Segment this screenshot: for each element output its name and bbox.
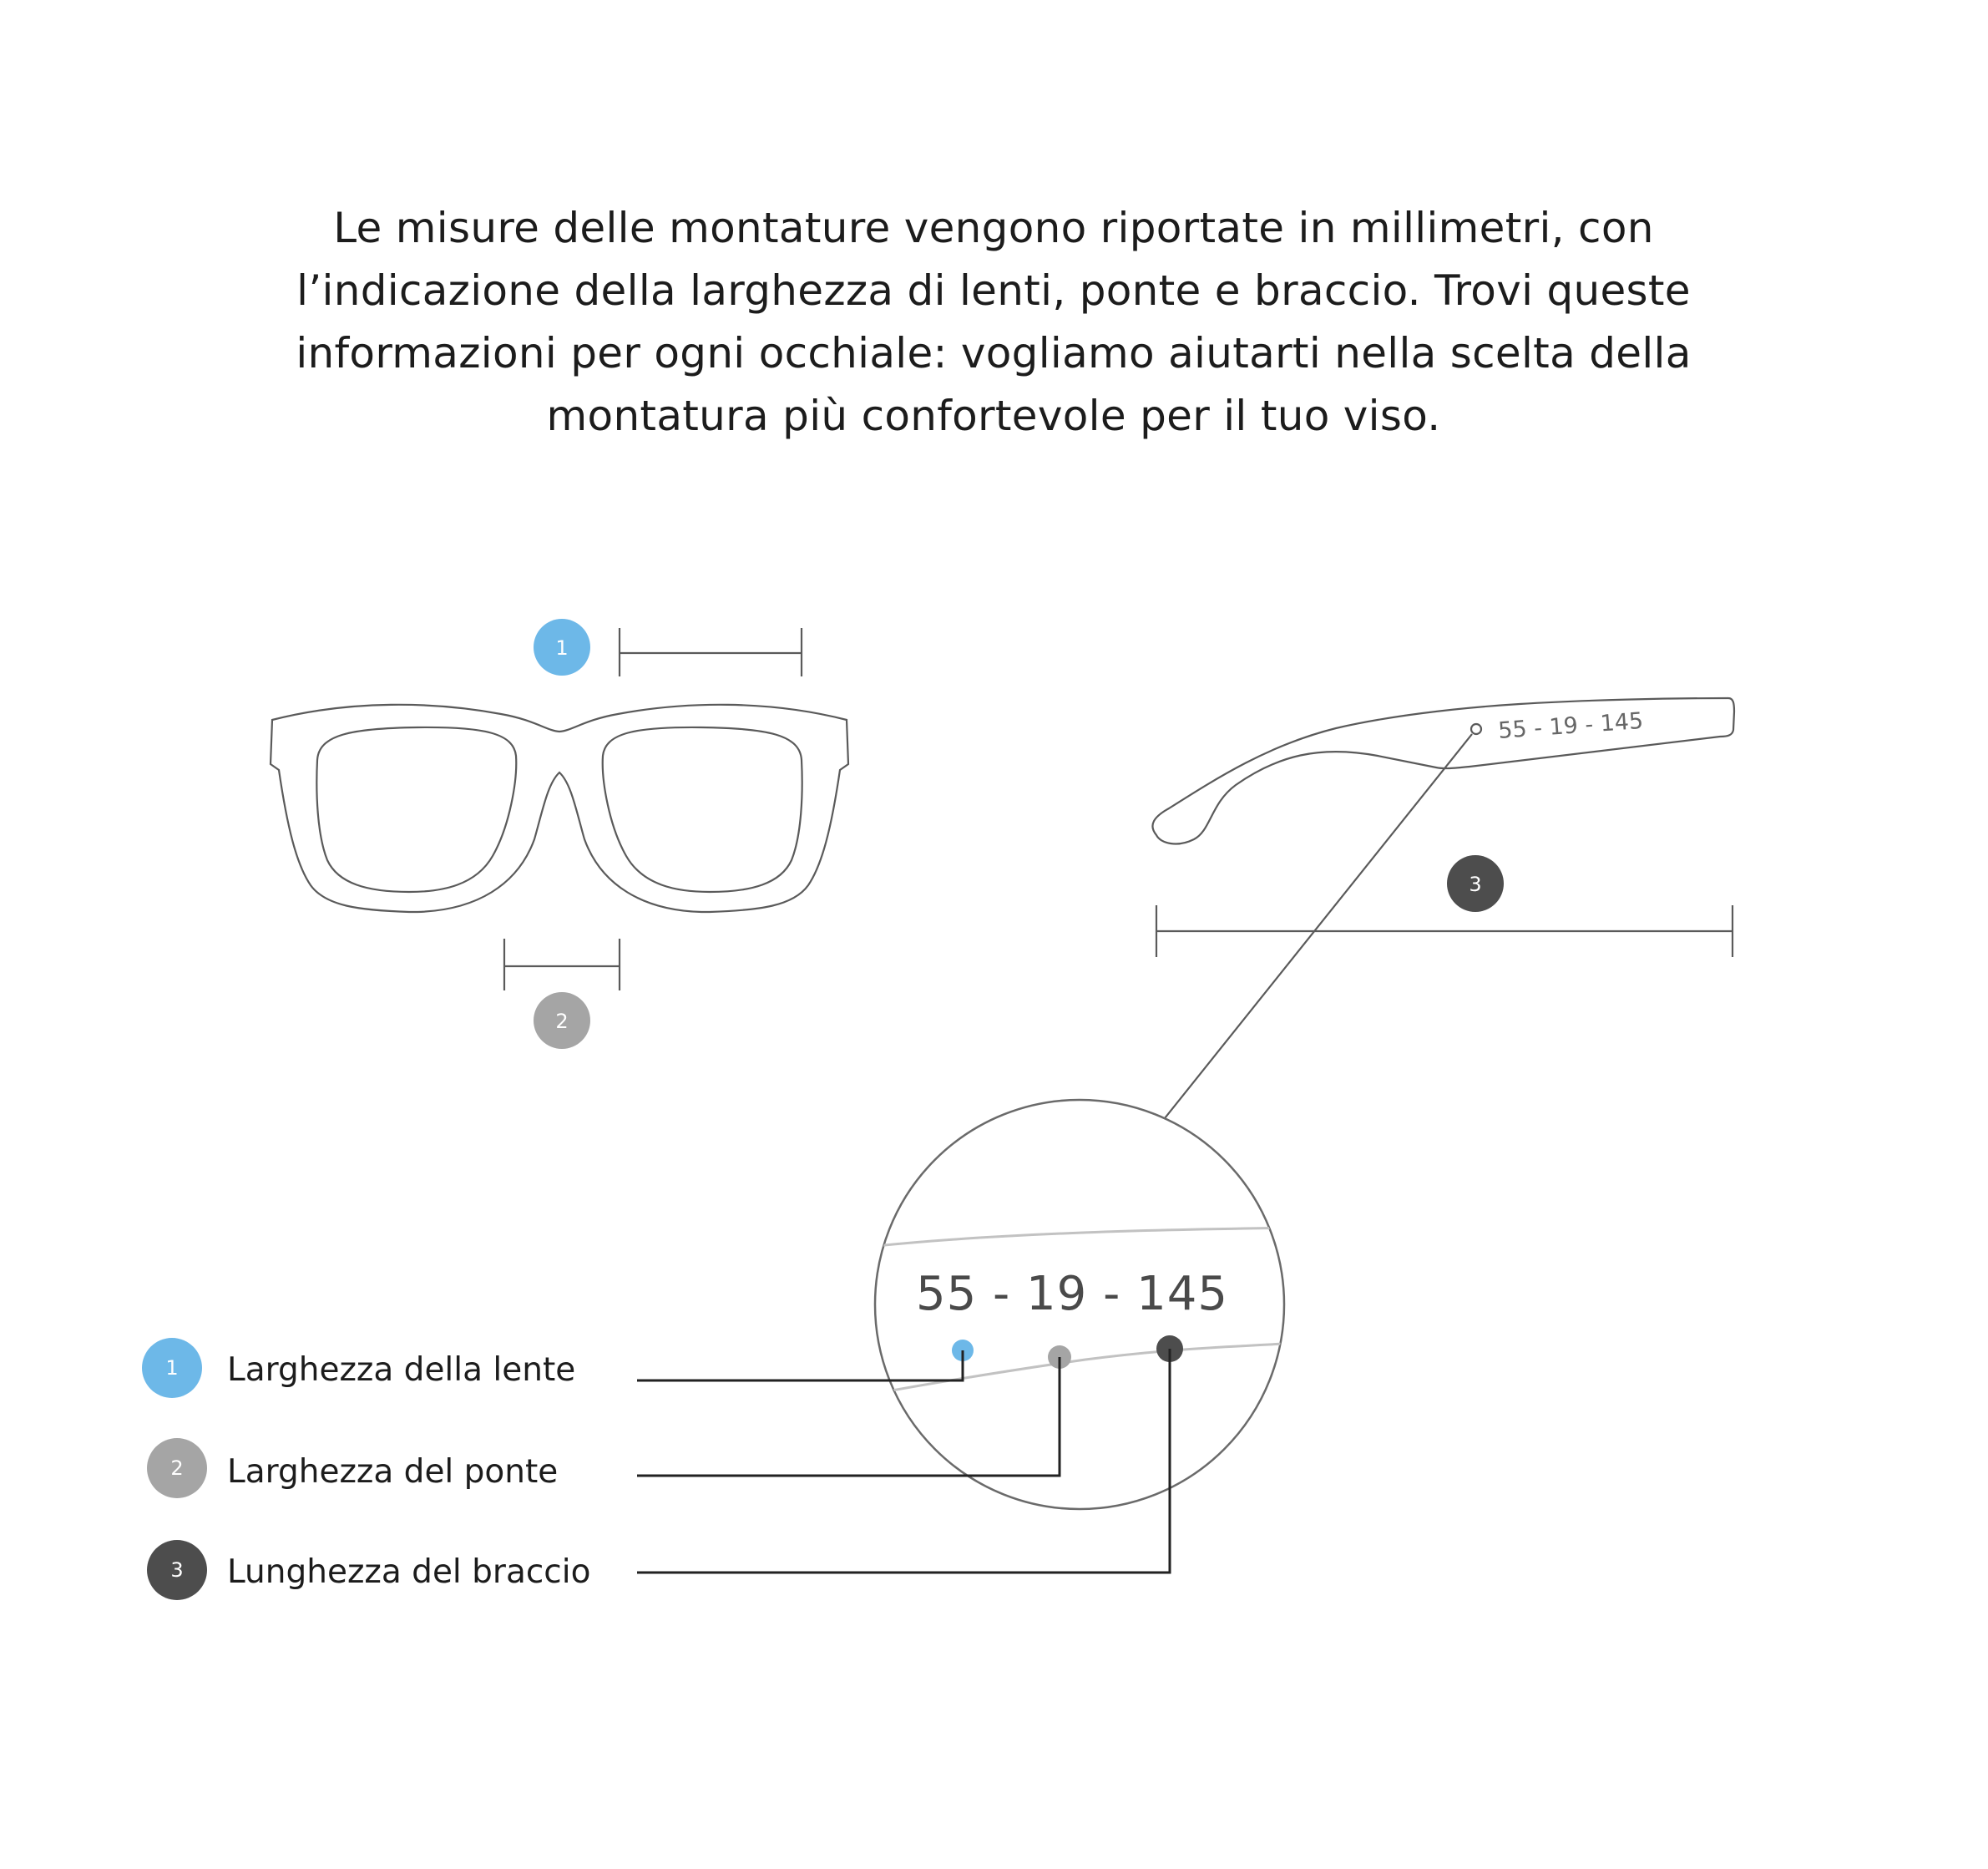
glasses-front-view (271, 705, 848, 912)
right-lens-outline (603, 727, 802, 892)
legend-item-bridge-width (147, 1438, 558, 1498)
temple-callout-dot (1471, 724, 1481, 734)
zoom-magnifier (868, 1100, 1303, 1509)
legend-badge-number: 1 (165, 1356, 179, 1380)
left-lens-outline (316, 727, 516, 892)
bridge-width-badge (534, 992, 590, 1049)
legend (142, 1338, 590, 1600)
lens-width-badge (534, 619, 590, 676)
zoom-connector-line (1165, 734, 1472, 1118)
legend-label: Larghezza della lente (227, 1351, 576, 1389)
glasses-frame-outline (271, 705, 848, 912)
legend-badge-number: 3 (170, 1558, 184, 1582)
lens-width-indicator (620, 628, 802, 676)
temple-length-badge (1447, 855, 1504, 912)
zoom-engraving-text: 55 - 19 - 145 (915, 1267, 1229, 1321)
intro-line: montatura più confortevole per il tuo viso. (546, 392, 1441, 440)
intro-line: informazioni per ogni occhiale: vogliamo aiutarti nella scelta della (296, 329, 1692, 377)
legend-item-lens-width (142, 1338, 575, 1398)
bridge-width-indicator (504, 939, 620, 990)
svg-text:2: 2 (555, 1010, 569, 1033)
legend-item-temple-length (147, 1540, 590, 1600)
legend-label: Lunghezza del braccio (227, 1553, 591, 1591)
legend-badge-number: 2 (170, 1456, 184, 1480)
intro-line: l’indicazione della larghezza di lenti, ponte e braccio. Trovi queste (296, 266, 1691, 315)
temple-engraving-text: 55 - 19 - 145 (1497, 707, 1645, 744)
svg-text:1: 1 (555, 636, 569, 660)
temple-length-indicator (1156, 905, 1733, 957)
intro-line: Le misure delle montature vengono riportate in millimetri, con (333, 204, 1654, 252)
svg-text:3: 3 (1469, 873, 1482, 896)
legend-label: Larghezza del ponte (227, 1453, 559, 1491)
